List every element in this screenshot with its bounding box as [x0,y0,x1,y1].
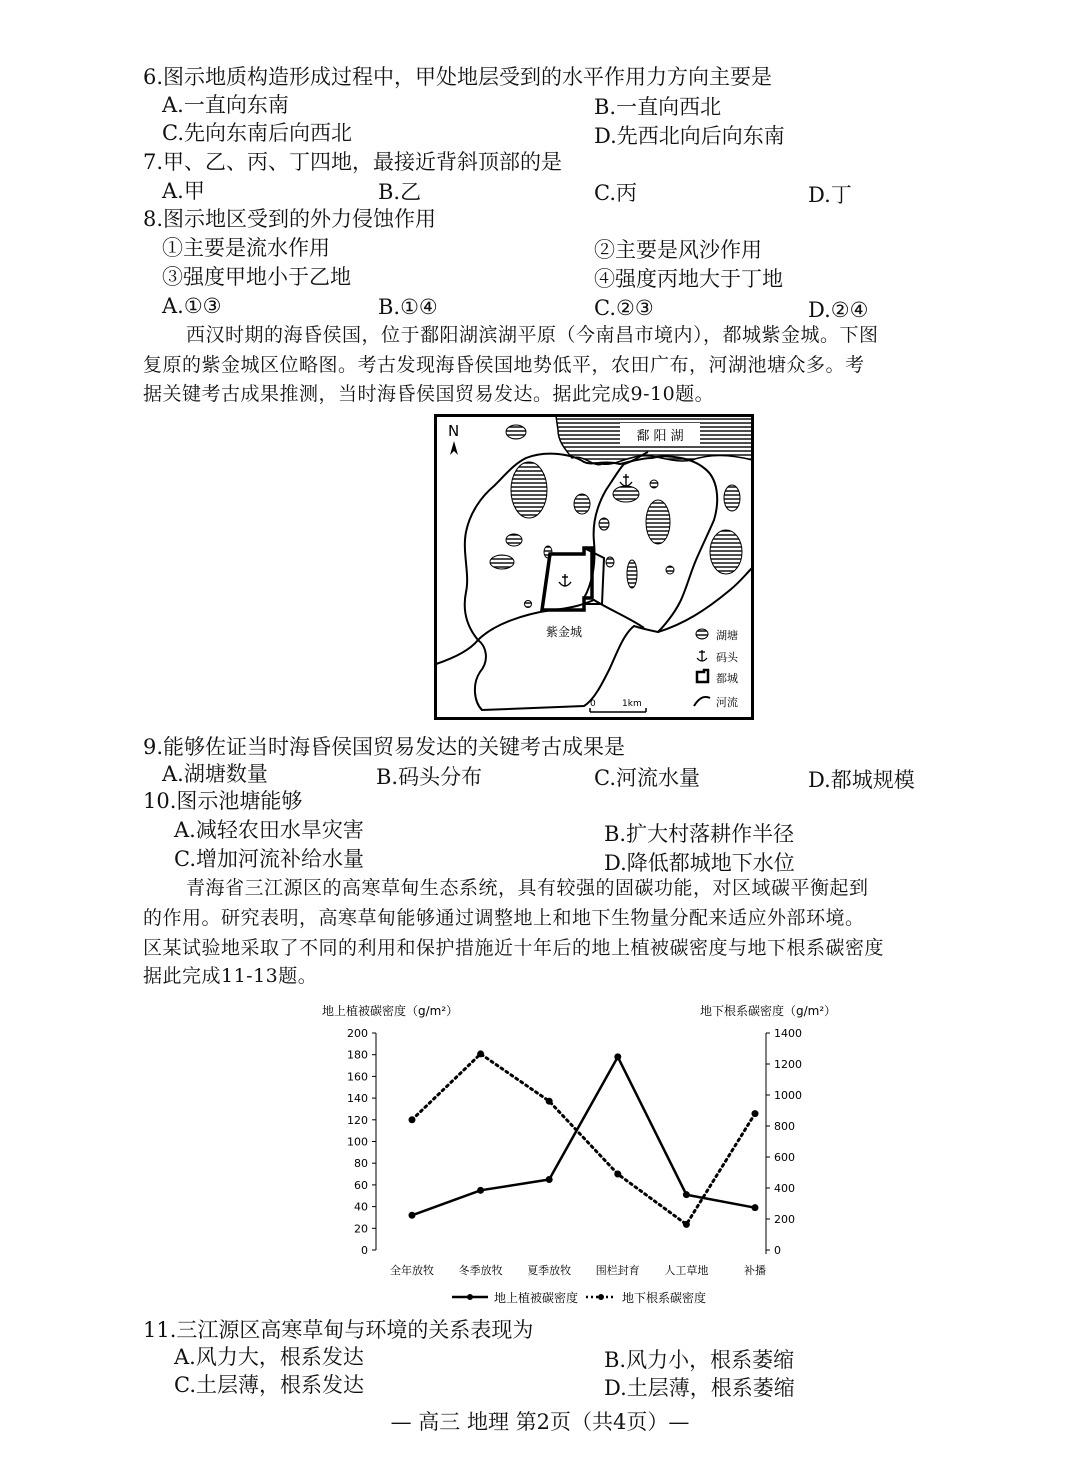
data-point-below-ground [614,1171,621,1178]
pond [606,557,614,567]
q8-stem: 8.图示地区受到的外力侵蚀作用 [143,207,437,231]
q8-option-d: D.②④ [808,298,869,322]
pond [627,560,637,588]
legend-pond: 湖塘 [716,629,738,642]
q11-option-b: B.风力小，根系萎缩 [604,1348,795,1372]
q9-option-b: B.码头分布 [376,765,483,789]
pond [506,534,522,546]
right-tick-label: 1200 [774,1058,802,1071]
pond [666,566,674,574]
left-tick-label: 80 [354,1157,368,1171]
data-point-below-ground [546,1098,553,1105]
page-footer: — 高三 地理 第2页（共4页）— [390,1410,690,1434]
q7-stem: 7.甲、乙、丙、丁四地，最接近背斜顶部的是 [143,150,563,174]
carbon-density-chart [300,995,860,1310]
q10-stem: 10.图示池塘能够 [143,789,303,813]
left-tick-label: 140 [347,1092,368,1106]
scale-label: 1km [622,699,642,709]
legend-river: 河流 [716,696,738,709]
x-tick-label: 冬季放牧 [458,1264,503,1277]
pond [724,485,740,511]
left-tick-label: 40 [354,1200,368,1214]
q10-option-c: C.增加河流补给水量 [174,847,364,871]
right-axis-title: 地下根系碳密度（g/m²） [700,1004,837,1018]
passage1-line1: 西汉时期的海昏侯国，位于鄱阳湖滨湖平原（今南昌市境内），都城紫金城。下图 [186,324,879,346]
pond [506,425,526,439]
q8-statement-4: ④强度丙地大于丁地 [594,267,783,291]
q8-option-b: B.①④ [378,295,438,319]
q11-option-c: C.土层薄，根系发达 [174,1373,364,1397]
q8-option-c: C.②③ [594,296,654,320]
data-point-above-ground [409,1212,416,1219]
pond [511,462,547,518]
pond [574,494,590,514]
left-tick-label: 200 [347,1027,368,1040]
data-point-above-ground [477,1187,484,1194]
legend-above-ground: 地上植被碳密度 [494,1291,579,1305]
scale-zero: 0 [590,699,596,709]
q9-option-c: C.河流水量 [594,766,700,790]
q11-stem: 11.三江源区高寒草甸与环境的关系表现为 [143,1318,534,1342]
q9-stem: 9.能够佐证当时海昏侯国贸易发达的关键考古成果是 [143,735,626,759]
passage2-line4: 据此完成11-13题。 [143,965,318,987]
right-tick-label: 0 [774,1244,781,1257]
q6-stem: 6.图示地质构造形成过程中，甲处地层受到的水平作用力方向主要是 [143,65,773,89]
pond [525,601,532,608]
data-point-above-ground [683,1191,690,1198]
passage1-line2: 复原的紫金城区位略图。考古发现海昏侯国地势低平，农田广布，河湖池塘众多。考 [143,354,865,376]
pond [490,555,514,569]
q7-option-d: D.丁 [808,183,852,207]
x-tick-label: 围栏封育 [595,1264,640,1277]
data-point-below-ground [409,1116,416,1123]
right-tick-label: 400 [774,1182,795,1195]
q11-option-a: A.风力大，根系发达 [174,1345,364,1369]
q6-option-c: C.先向东南后向西北 [162,121,352,145]
x-tick-label: 补播 [744,1264,766,1277]
left-axis-title: 地上植被碳密度（g/m²） [322,1004,459,1018]
q8-option-a: A.①③ [162,294,222,318]
legend-dock: 码头 [716,651,738,664]
passage2-line2: 的作用。研究表明，高寒草甸能够通过调整地上和地下生物量分配来适应外部环境。 [143,907,865,929]
right-tick-label: 1400 [774,1027,802,1040]
lake-label: 鄱 阳 湖 [636,429,684,444]
data-point-above-ground [752,1204,759,1211]
q10-option-b: B.扩大村落耕作半径 [604,822,795,846]
left-tick-label: 120 [347,1113,368,1127]
right-tick-label: 200 [774,1213,795,1226]
left-tick-label: 20 [354,1222,368,1236]
q6-option-d: D.先西北向后向东南 [594,124,785,148]
q9-option-a: A.湖塘数量 [162,762,268,786]
left-tick-label: 0 [361,1244,368,1257]
data-point-below-ground [683,1221,690,1228]
chart-legend [452,1290,706,1305]
left-tick-label: 100 [347,1135,368,1149]
passage2-line1: 青海省三江源区的高寒草甸生态系统，具有较强的固碳功能，对区域碳平衡起到 [186,877,869,899]
q8-statement-3: ③强度甲地小于乙地 [162,265,351,289]
passage1-line3: 据关键考古成果推测，当时海昏侯国贸易发达。据此完成9-10题。 [143,383,715,405]
right-tick-label: 1000 [774,1089,802,1102]
data-point-above-ground [614,1053,621,1060]
right-tick-label: 800 [774,1120,795,1133]
pond [646,500,670,544]
right-tick-label: 600 [774,1151,795,1164]
q9-option-d: D.都城规模 [808,768,915,792]
left-tick-label: 60 [354,1178,368,1192]
data-point-below-ground [477,1050,484,1057]
pond [650,480,658,488]
q7-option-b: B.乙 [378,180,422,204]
q7-option-c: C.丙 [594,181,637,205]
x-tick-label: 夏季放牧 [527,1264,572,1277]
q7-option-a: A.甲 [162,179,205,203]
x-tick-label: 全年放牧 [390,1264,434,1277]
q6-option-a: A.一直向东南 [162,93,289,117]
q8-statement-1: ①主要是流水作用 [162,236,330,260]
legend-pond-icon [696,629,708,639]
pond [599,518,609,530]
legend-city: 都城 [716,672,738,685]
q11-option-d: D.土层薄，根系萎缩 [604,1376,795,1400]
data-point-above-ground [546,1176,553,1183]
x-tick-label: 人工草地 [664,1264,709,1277]
north-label: N [448,422,460,440]
data-point-below-ground [752,1110,759,1117]
q10-option-a: A.减轻农田水旱灾害 [174,818,364,842]
left-tick-label: 160 [347,1070,368,1084]
left-tick-label: 180 [347,1048,368,1062]
pond [613,486,639,502]
pond [710,530,742,574]
passage2-line3: 区某试验地采取了不同的利用和保护措施近十年后的地上植被碳密度与地下根系碳密度 [143,937,885,959]
q6-option-b: B.一直向西北 [594,95,722,119]
q10-option-d: D.降低都城地下水位 [604,851,795,875]
zijin-city-location-map [434,414,754,720]
legend-below-ground: 地下根系碳密度 [622,1291,707,1305]
q8-statement-2: ②主要是风沙作用 [594,238,762,262]
city-label: 紫金城 [545,625,583,639]
